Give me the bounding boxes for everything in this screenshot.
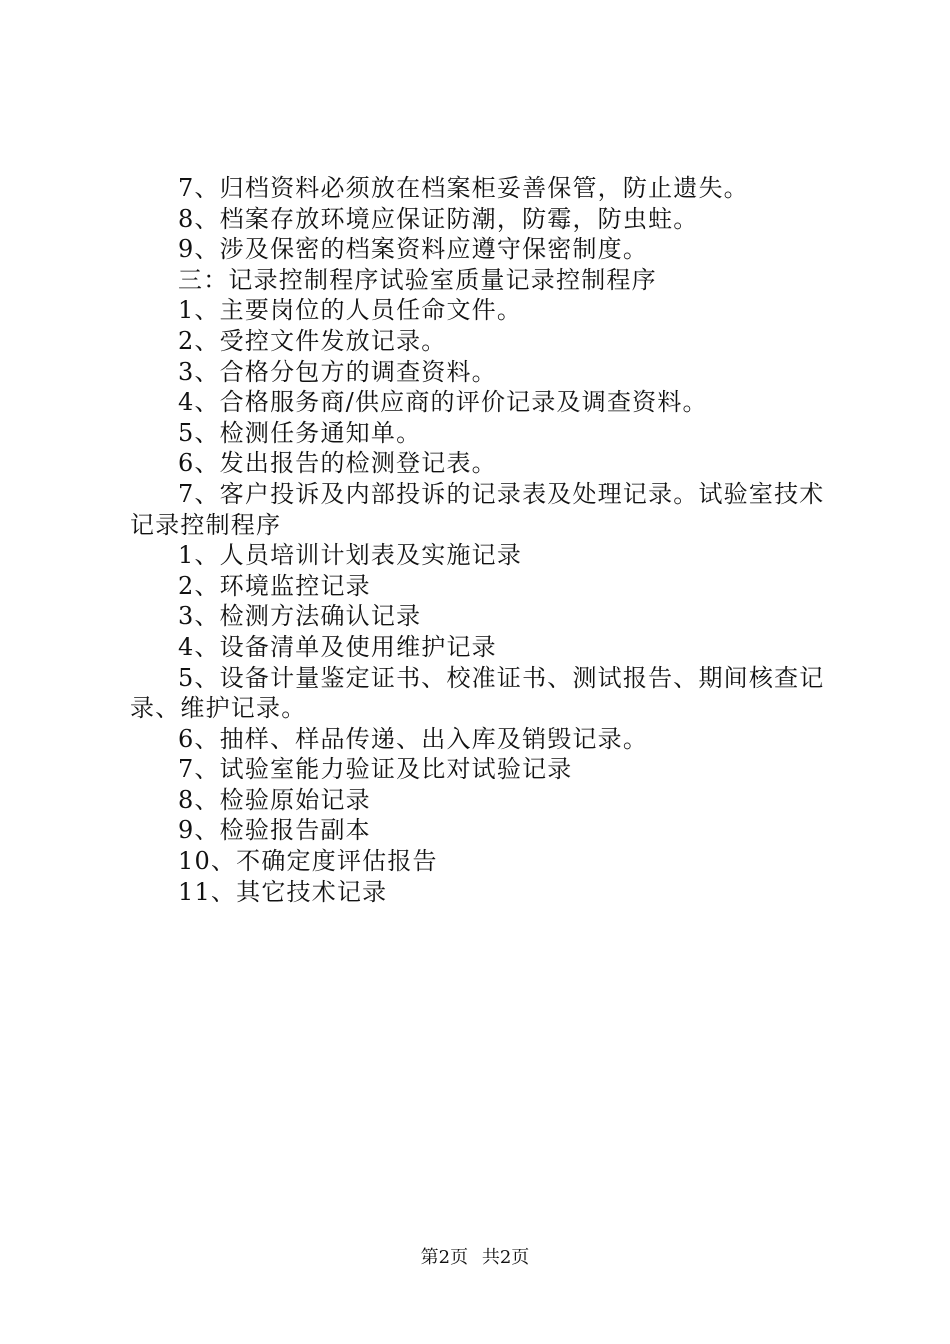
paragraph: 6、抽样、样品传递、出入库及销毁记录。 [178, 724, 649, 753]
paragraph: 4、合格服务商/供应商的评价记录及调查资料。 [178, 388, 708, 417]
paragraph: 8、档案存放环境应保证防潮，防霉，防虫蛀。 [178, 204, 699, 233]
paragraph: 5、设备计量鉴定证书、校准证书、测试报告、期间核查记录、维护记录。 [130, 663, 825, 723]
paragraph: 3、检测方法确认记录 [178, 602, 422, 631]
section-heading: 三：记录控制程序试验室质量记录控制程序 [178, 265, 657, 294]
paragraph: 1、人员培训计划表及实施记录 [178, 541, 523, 570]
paragraph: 7、试验室能力验证及比对试验记录 [178, 755, 573, 784]
paragraph: 7、客户投诉及内部投诉的记录表及处理记录。试验室技术记录控制程序 [130, 479, 825, 539]
paragraph: 9、检验报告副本 [178, 816, 371, 845]
page-total: 共2页 [481, 1247, 530, 1268]
paragraph: 2、环境监控记录 [178, 571, 371, 600]
paragraph: 4、设备清单及使用维护记录 [178, 632, 497, 661]
paragraph: 2、受控文件发放记录。 [178, 326, 447, 355]
paragraph: 9、涉及保密的档案资料应遵守保密制度。 [178, 235, 649, 264]
document-body [130, 173, 835, 907]
paragraph: 8、检验原始记录 [178, 785, 371, 814]
paragraph: 11、其它技术记录 [178, 877, 388, 906]
page-number: 第2页 [420, 1247, 469, 1268]
paragraph: 3、合格分包方的调查资料。 [178, 357, 497, 386]
paragraph: 10、不确定度评估报告 [178, 847, 438, 876]
paragraph: 1、主要岗位的人员任命文件。 [178, 296, 523, 325]
paragraph: 7、归档资料必须放在档案柜妥善保管，防止遗失。 [178, 174, 749, 202]
page-footer [0, 1243, 950, 1269]
paragraph: 6、发出报告的检测登记表。 [178, 449, 497, 478]
paragraph: 5、检测任务通知单。 [178, 418, 422, 447]
